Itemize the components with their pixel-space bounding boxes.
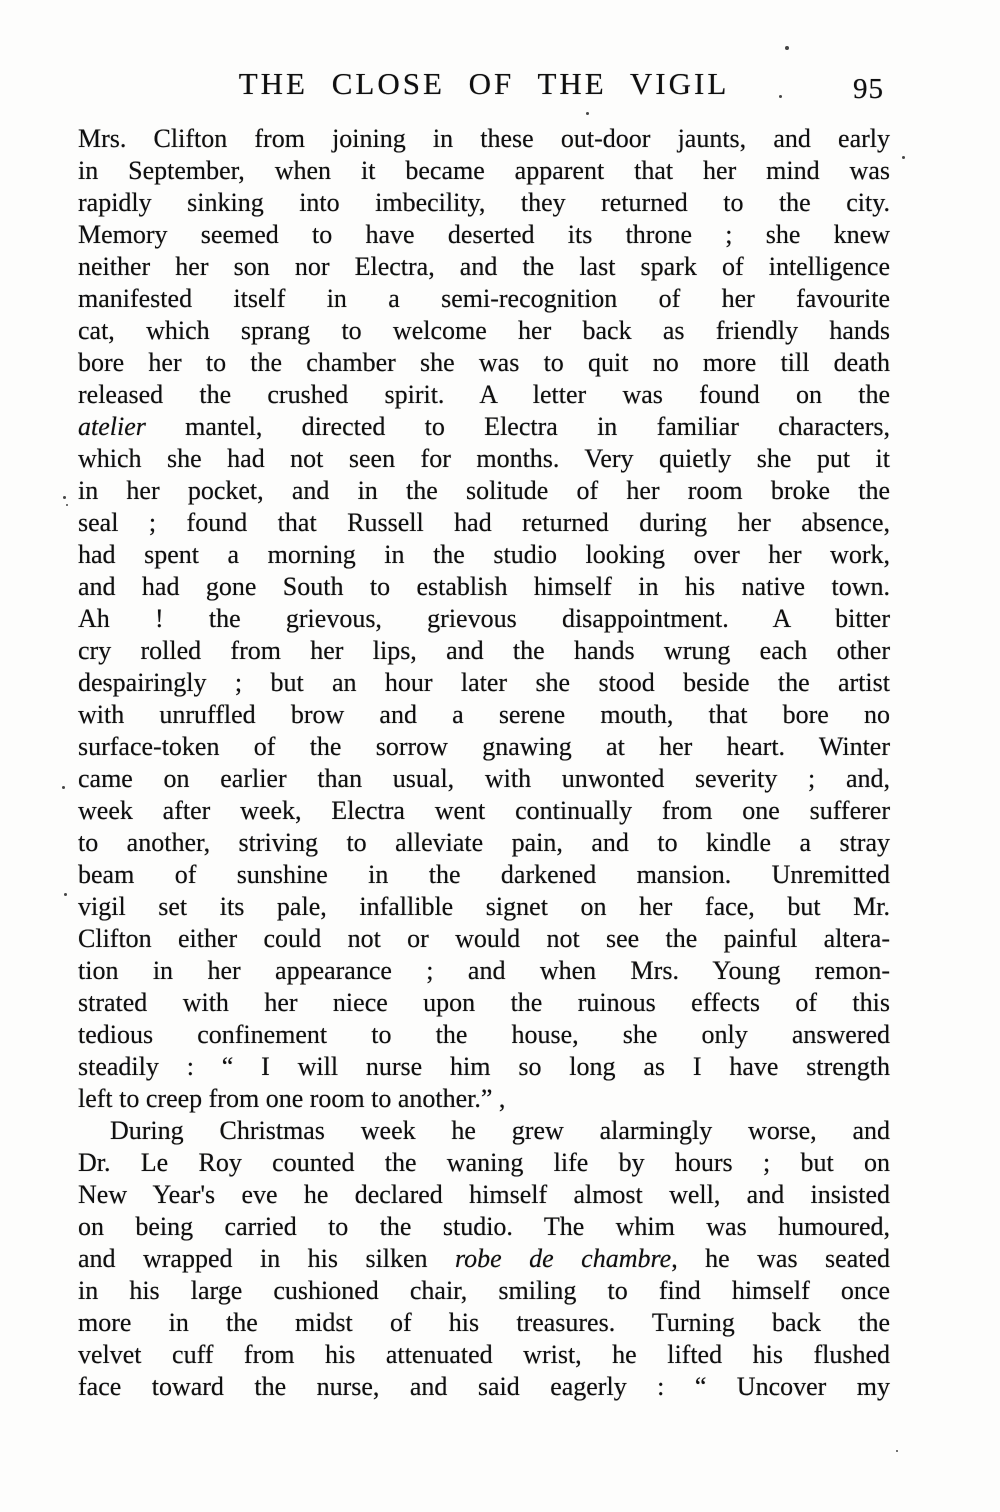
text-line [78, 379, 890, 411]
text-segment: which she had not seen for months. Very quietly she put it [78, 444, 890, 473]
page-body [78, 123, 890, 1403]
text-segment: tedious confinement to the house, she only answered [78, 1020, 890, 1049]
scan-speck [64, 893, 67, 896]
text-line [78, 507, 890, 539]
page-number: 95 [853, 73, 884, 105]
text-line [78, 1275, 890, 1307]
text-segment: in her pocket, and in the solitude of her room broke the [78, 476, 890, 505]
text-segment: tion in her appearance ; and when Mrs. Young remon- [78, 956, 890, 985]
text-segment: rapidly sinking into imbecility, they returned to the city. [78, 188, 890, 217]
text-segment: despairingly ; but an hour later she stood beside the artist [78, 668, 890, 697]
text-segment: and wrapped in his silken [78, 1244, 456, 1273]
text-segment: beam of sunshine in the darkened mansion. Unremitted [78, 860, 890, 889]
text-line [78, 1339, 890, 1371]
text-segment: strated with her niece upon the ruinous effects of this [78, 988, 890, 1017]
text-line [78, 1211, 890, 1243]
text-segment: in September, when it became apparent that her mind was [78, 156, 890, 185]
text-line [78, 699, 890, 731]
text-line [78, 251, 890, 283]
text-segment: cat, which sprang to welcome her back as friendly hands [78, 316, 890, 345]
text-line [78, 155, 890, 187]
text-line [78, 1179, 890, 1211]
text-line [78, 827, 890, 859]
text-segment: cry rolled from her lips, and the hands wrung each other [78, 636, 890, 665]
italic-text-segment: robe de chambre [455, 1244, 672, 1273]
text-segment: in his large cushioned chair, smiling to find himself once [78, 1276, 890, 1305]
text-segment: steadily : “ I will nurse him so long as I have strength [78, 1052, 890, 1081]
scan-speck [896, 1450, 898, 1452]
text-segment: New Year's eve he declared himself almost well, and insisted [78, 1180, 890, 1209]
text-segment: During Christmas week he grew alarmingly worse, and [110, 1116, 890, 1145]
text-segment: velvet cuff from his attenuated wrist, he lifted his flushed [78, 1340, 890, 1369]
text-segment: bore her to the chamber she was to quit no more till death [78, 348, 890, 377]
text-line [78, 1371, 890, 1403]
text-line [78, 923, 890, 955]
text-line [78, 987, 890, 1019]
text-line [78, 571, 890, 603]
text-segment: came on earlier than usual, with unwonted severity ; and, [78, 764, 890, 793]
text-line [78, 219, 890, 251]
scan-speck [63, 496, 66, 499]
text-line [78, 667, 890, 699]
text-line [78, 123, 890, 155]
text-segment: and had gone South to establish himself in his native town. [78, 572, 890, 601]
text-line [78, 763, 890, 795]
text-segment: Mrs. Clifton from joining in these out-door jaunts, and early [78, 124, 890, 153]
text-line [78, 1147, 890, 1179]
text-line [78, 347, 890, 379]
text-segment: Clifton either could not or would not see the painful altera- [78, 924, 890, 953]
text-segment: week after week, Electra went continually from one sufferer [78, 796, 890, 825]
text-line [78, 443, 890, 475]
paragraph [78, 1115, 890, 1403]
text-line [78, 795, 890, 827]
scan-speck [785, 46, 789, 50]
chapter-title: THE CLOSE OF THE VIGIL [238, 66, 730, 101]
text-segment: seal ; found that Russell had returned during her absence, [78, 508, 890, 537]
text-line [78, 731, 890, 763]
text-line [78, 1083, 890, 1115]
text-segment: had spent a morning in the studio looking over her work, [78, 540, 890, 569]
text-line [78, 603, 890, 635]
text-segment: Memory seemed to have deserted its throne ; she knew [78, 220, 890, 249]
text-segment: neither her son nor Electra, and the last spark of intelligence [78, 252, 890, 281]
text-segment: released the crushed spirit. A letter was found on the [78, 380, 890, 409]
text-line [78, 283, 890, 315]
scan-speck [779, 95, 782, 98]
text-line [78, 315, 890, 347]
text-line [78, 635, 890, 667]
text-segment: vigil set its pale, infallible signet on her face, but Mr. [78, 892, 890, 921]
text-segment: on being carried to the studio. The whim was humoured, [78, 1212, 890, 1241]
text-segment: manifested itself in a semi-recognition of her favourite [78, 284, 890, 313]
text-line [78, 411, 890, 443]
text-segment: Ah ! the grievous, grievous disappointment. A bitter [78, 604, 890, 633]
text-line [78, 955, 890, 987]
text-line [78, 891, 890, 923]
text-segment: mantel, directed to Electra in familiar characters, [145, 412, 890, 441]
text-line [78, 1243, 890, 1275]
text-segment: face toward the nurse, and said eagerly : “ Uncover my [78, 1372, 890, 1401]
text-line [78, 475, 890, 507]
text-segment: , he was seated [671, 1244, 890, 1273]
text-segment: Dr. Le Roy counted the waning life by hours ; but on [78, 1148, 890, 1177]
text-segment: surface-token of the sorrow gnawing at her heart. Winter [78, 732, 890, 761]
text-line [78, 859, 890, 891]
scan-speck [586, 112, 589, 115]
text-line [78, 1307, 890, 1339]
text-segment: with unruffled brow and a serene mouth, that bore no [78, 700, 890, 729]
text-segment: to another, striving to alleviate pain, and to kindle a stray [78, 828, 890, 857]
text-line [78, 539, 890, 571]
running-header [78, 66, 890, 110]
scan-speck [902, 156, 905, 159]
text-line [78, 1019, 890, 1051]
text-line [78, 187, 890, 219]
text-segment: left to creep from one room to another.” , [78, 1084, 506, 1113]
italic-text-segment: atelier [78, 412, 146, 441]
scan-speck [66, 504, 68, 506]
text-line [78, 1115, 890, 1147]
scan-speck [62, 786, 65, 789]
text-segment: more in the midst of his treasures. Turning back the [78, 1308, 890, 1337]
text-line [78, 1051, 890, 1083]
paragraph [78, 123, 890, 1115]
